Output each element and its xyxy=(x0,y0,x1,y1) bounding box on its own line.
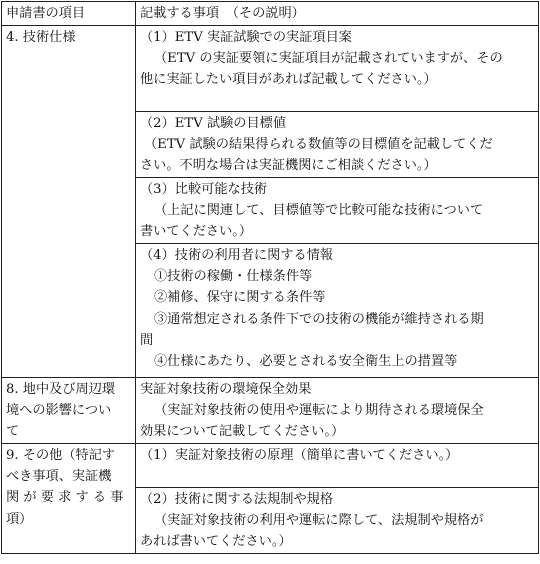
header-item-label: 申請書の項目 xyxy=(6,6,86,21)
section-body-line: 他に実証したい項目があれば記載してください。） xyxy=(140,72,437,88)
table-row-other-1 xyxy=(2,444,539,488)
section-body-line: 効果について記載してください。） xyxy=(140,424,345,440)
other-label: 9. その他（特記す xyxy=(6,448,116,463)
list-item-continued: 間 xyxy=(140,332,154,348)
header-description-column xyxy=(136,2,539,26)
other-section-1 xyxy=(136,444,539,488)
section-body-line: （ETV 試験の結果得られる数値等の目標値を記載してくだ xyxy=(144,137,493,153)
section-body-line: （実証対象技術の利用や運転に際して、法規制や規格が xyxy=(154,513,484,529)
section-body-line: （ETV の実証要領に実証項目が記載されていますが、その xyxy=(154,51,503,67)
header-item-column xyxy=(2,2,136,26)
section-body-line: （上記に関連して、目標値等で比較可能な技術について xyxy=(154,203,484,219)
list-item: ④仕様にあたり、必要とされる安全衛生上の措置等 xyxy=(154,354,458,370)
table-header-row xyxy=(2,2,539,26)
section-title: （3）比較可能な技術 xyxy=(140,182,268,197)
section-title: （1）実証対象技術の原理（簡単に書いてください。） xyxy=(140,448,459,463)
tech-spec-label: 4. 技術仕様 xyxy=(6,30,76,45)
other-section-2 xyxy=(136,488,539,554)
section-title: （1）ETV 実証試験での実証項目案 xyxy=(140,30,352,45)
other-label: 項） xyxy=(6,511,33,527)
env-impact-label: 8. 地中及び周辺環 xyxy=(6,382,116,397)
tech-spec-label-cell xyxy=(2,26,136,378)
section-body-line: （実証対象技術の使用や運転により期待される環境保全 xyxy=(154,403,484,419)
tech-spec-section-3 xyxy=(136,178,539,244)
list-item: ①技術の稼働・仕様条件等 xyxy=(154,269,313,285)
tech-spec-section-1 xyxy=(136,26,539,112)
section-title: （2）技術に関する法規制や規格 xyxy=(140,492,334,507)
header-description-label: 記載する事項 （その説明） xyxy=(140,6,305,21)
other-label-cell xyxy=(2,444,136,554)
section-body-line: さい。不明な場合は実証機関にご相談ください。） xyxy=(140,158,437,174)
section-body-line: 書いてください。） xyxy=(140,224,253,240)
tech-spec-section-4 xyxy=(136,244,539,378)
list-item: ②補修、保守に関する条件等 xyxy=(154,290,326,306)
table-row-env-impact xyxy=(2,378,539,444)
application-items-table xyxy=(1,1,539,554)
table-row-tech-spec-1 xyxy=(2,26,539,112)
list-item: ③通常想定される条件下での技術の機能が維持される期 xyxy=(154,311,484,327)
section-title: 実証対象技術の環境保全効果 xyxy=(140,382,312,397)
env-impact-label-cell xyxy=(2,378,136,444)
env-impact-label: て xyxy=(6,424,20,440)
other-label: 関 が 要 求 す る 事 xyxy=(6,490,124,506)
tech-spec-section-2 xyxy=(136,112,539,178)
section-title: （2）ETV 試験の目標値 xyxy=(140,116,287,131)
section-title: （4）技術の利用者に関する情報 xyxy=(140,248,334,263)
section-body-line: あれば書いてください。） xyxy=(140,534,292,550)
env-impact-section xyxy=(136,378,539,444)
other-label: べき事項、実証機 xyxy=(6,469,112,485)
env-impact-label: 境への影響につい xyxy=(6,403,112,419)
